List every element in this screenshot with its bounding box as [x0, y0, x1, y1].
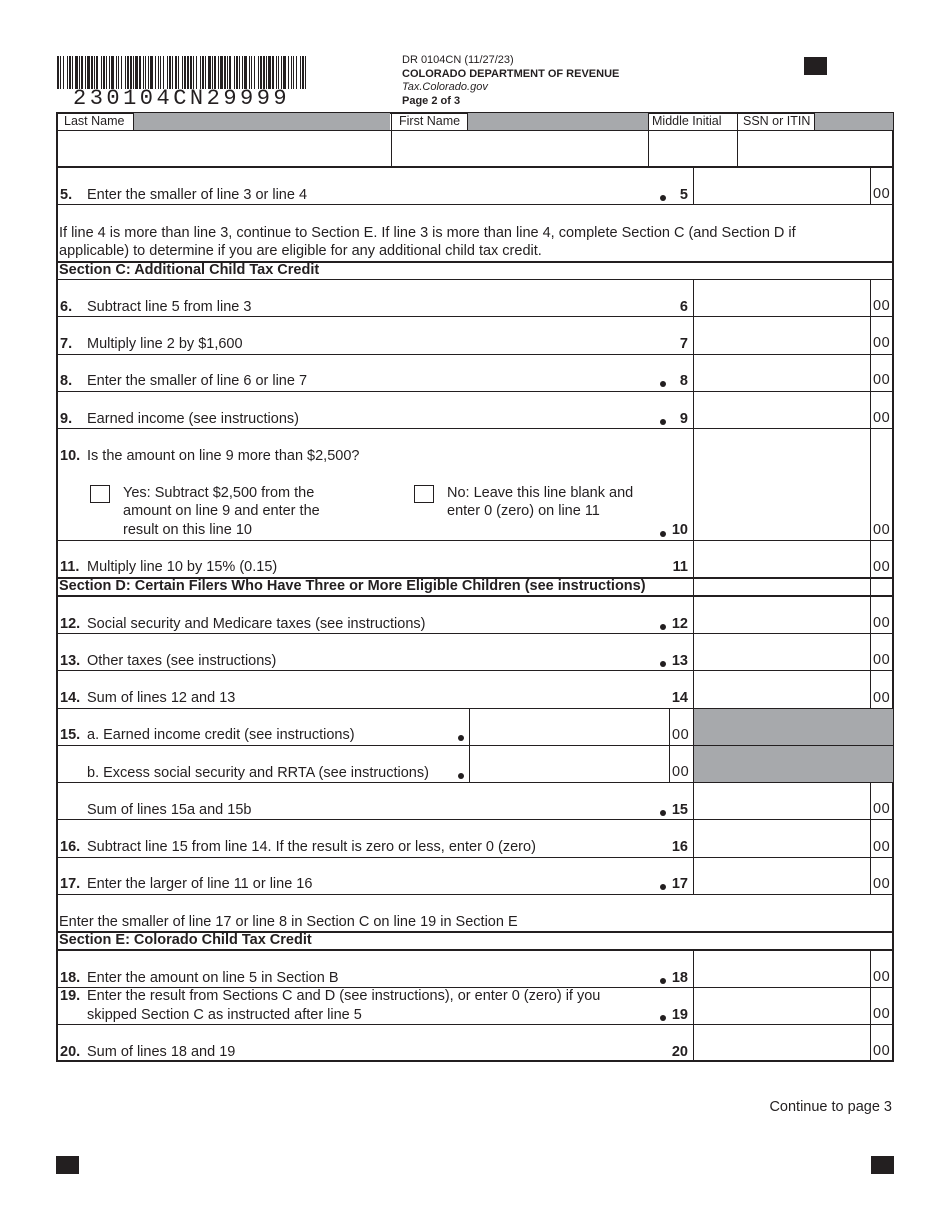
line-19-number: 19. — [60, 988, 81, 1004]
line-17-box-number: 17 — [671, 876, 688, 892]
line-12-cents: 00 — [873, 615, 891, 631]
line-18-cents: 00 — [873, 969, 891, 985]
line-9-cents: 00 — [873, 410, 891, 426]
line-6-box-number: 6 — [679, 299, 688, 315]
line-19-cents: 00 — [873, 1006, 891, 1022]
line-11-number: 11. — [60, 559, 80, 575]
divider — [57, 894, 893, 895]
divider — [648, 113, 649, 167]
line-12-amount-field[interactable] — [695, 597, 869, 633]
divider — [469, 709, 470, 783]
form-header — [402, 54, 619, 108]
line-19-box-number: 19 — [671, 1007, 688, 1023]
last-name-label: Last Name — [64, 114, 125, 128]
name-header-shade — [134, 113, 390, 130]
line-13-number: 13. — [60, 653, 81, 669]
line-5-box-number: 5 — [679, 187, 688, 203]
line-12-number: 12. — [60, 616, 81, 632]
section-b-note-2: applicable) to determine if you are eligible for any additional child tax credit. — [59, 243, 542, 259]
registration-mark-bottom-left — [56, 1156, 79, 1174]
line-10-yes-text-1: Yes: Subtract $2,500 from the — [123, 485, 315, 501]
line-10-cents: 00 — [873, 522, 891, 538]
line-11-cents: 00 — [873, 559, 891, 575]
line-13-label: Other taxes (see instructions) — [87, 653, 277, 669]
line-20-amount-field[interactable] — [695, 1025, 869, 1061]
section-e-heading: Section E: Colorado Child Tax Credit — [59, 932, 312, 948]
ssn-field[interactable] — [739, 131, 893, 166]
line-15-cents: 00 — [873, 801, 891, 817]
name-header-shade — [468, 113, 648, 130]
line-9-box-number: 9 — [679, 411, 688, 427]
line-10-no-checkbox[interactable] — [414, 485, 434, 503]
line-15-amount-field[interactable] — [695, 783, 869, 819]
line-10-yes-text-3: result on this line 10 — [123, 522, 252, 538]
line-14-label: Sum of lines 12 and 13 — [87, 690, 236, 706]
line-20-label: Sum of lines 18 and 19 — [87, 1044, 236, 1060]
line-10-yes-text-2: amount on line 9 and enter the — [123, 503, 320, 519]
line-16-box-number: 16 — [671, 839, 688, 855]
registration-mark-top — [804, 57, 827, 75]
divider — [693, 280, 694, 597]
line-11-amount-field[interactable] — [695, 541, 869, 577]
divider — [870, 951, 871, 1062]
divider — [669, 709, 670, 783]
registration-mark-bottom-right — [871, 1156, 894, 1174]
line-11-label: Multiply line 10 by 15% (0.15) — [87, 559, 278, 575]
line-7-cents: 00 — [873, 335, 891, 351]
line-12-label: Social security and Medicare taxes (see instructions) — [87, 616, 426, 632]
line-17-number: 17. — [60, 876, 81, 892]
line-14-number: 14. — [60, 690, 81, 706]
line-6-number: 6. — [60, 299, 73, 315]
line-16-cents: 00 — [873, 839, 891, 855]
barcode-number: 230104CN29999 — [73, 86, 291, 111]
line-8-label: Enter the smaller of line 6 or line 7 — [87, 373, 308, 389]
line-16-amount-field[interactable] — [695, 820, 869, 856]
line-13-cents: 00 — [873, 652, 891, 668]
name-header-shade — [815, 113, 893, 130]
line-8-box-number: 8 — [679, 373, 688, 389]
first-name-label: First Name — [399, 114, 461, 128]
divider — [870, 783, 871, 895]
line-18-amount-field[interactable] — [695, 951, 869, 987]
line-15-number: 15. — [60, 727, 81, 743]
line-10-no-text-2: enter 0 (zero) on line 11 — [447, 503, 600, 519]
line-12-box-number: 12 — [671, 616, 688, 632]
line-17-label: Enter the larger of line 11 or line 16 — [87, 876, 313, 892]
website: Tax.Colorado.gov — [402, 81, 488, 93]
line-18-label: Enter the amount on line 5 in Section B — [87, 970, 339, 986]
line-10-yes-checkbox[interactable] — [90, 485, 110, 503]
line-7-amount-field[interactable] — [695, 317, 869, 353]
line-13-amount-field[interactable] — [695, 634, 869, 670]
divider — [693, 951, 694, 1062]
line-15b-label: b. Excess social security and RRTA (see instructions) — [87, 765, 429, 781]
line-6-cents: 00 — [873, 298, 891, 314]
line-11-box-number: 11 — [672, 559, 688, 575]
line-19-amount-field[interactable] — [695, 988, 869, 1024]
line-5-number: 5. — [60, 187, 73, 203]
line-9-amount-field[interactable] — [695, 392, 869, 428]
line-6-label: Subtract line 5 from line 3 — [87, 299, 252, 315]
line-15a-amount-field[interactable] — [471, 709, 668, 745]
divider — [870, 280, 871, 597]
line-5-cents: 00 — [873, 186, 891, 202]
line-16-label: Subtract line 15 from line 14. If the result is zero or less, enter 0 (zero) — [87, 839, 536, 855]
line-7-number: 7. — [60, 336, 73, 352]
form-id: DR 0104CN (11/27/23) — [402, 54, 514, 66]
line-17-cents: 00 — [873, 876, 891, 892]
line-17-amount-field[interactable] — [695, 858, 869, 894]
ssn-label: SSN or ITIN — [743, 114, 811, 128]
section-b-note: If line 4 is more than line 3, continue to Section E. If line 3 is more than line 4, complete Section C (and Section D if — [59, 225, 796, 241]
line-13-box-number: 13 — [671, 653, 688, 669]
line-10-number: 10. — [60, 448, 81, 464]
line-16-number: 16. — [60, 839, 81, 855]
line-10-no-text-1: No: Leave this line blank and — [447, 485, 634, 501]
line-10-amount-field[interactable] — [695, 429, 869, 540]
line-15a-cents: 00 — [672, 727, 690, 743]
divider — [693, 783, 694, 895]
line-18-number: 18. — [60, 970, 81, 986]
line-15b-cents: 00 — [672, 764, 690, 780]
section-d-heading: Section D: Certain Filers Who Have Three or More Eligible Children (see instructions) — [59, 578, 646, 594]
barcode — [57, 56, 309, 89]
divider — [693, 167, 694, 205]
first-name-field[interactable] — [393, 131, 647, 166]
line-6-amount-field[interactable] — [695, 280, 869, 316]
line-20-number: 20. — [60, 1044, 81, 1060]
line-15-label: Sum of lines 15a and 15b — [87, 802, 252, 818]
middle-initial-label: Middle Initial — [652, 114, 722, 128]
line-14-amount-field[interactable] — [695, 671, 869, 707]
line-15a-label: a. Earned income credit (see instructions) — [87, 727, 355, 743]
line-9-number: 9. — [60, 411, 73, 427]
continue-to-next-page: Continue to page 3 — [769, 1099, 892, 1115]
divider — [57, 204, 893, 205]
line-14-cents: 00 — [873, 690, 891, 706]
divider — [737, 113, 738, 167]
line-14-box-number: 14 — [671, 690, 688, 706]
line-5-label: Enter the smaller of line 3 or line 4 — [87, 187, 308, 203]
bullet-icon — [458, 735, 464, 741]
line-20-box-number: 20 — [671, 1044, 688, 1060]
line-19-label-2: skipped Section C as instructed after line 5 — [87, 1007, 362, 1023]
line-8-amount-field[interactable] — [695, 355, 869, 391]
line-7-label: Multiply line 2 by $1,600 — [87, 336, 243, 352]
line-10-label: Is the amount on line 9 more than $2,500? — [87, 448, 360, 464]
line-7-box-number: 7 — [679, 336, 688, 352]
page-number: Page 2 of 3 — [402, 94, 461, 107]
middle-initial-field[interactable] — [650, 131, 736, 166]
line-20-cents: 00 — [873, 1043, 891, 1059]
line-15-box-number: 15 — [671, 802, 688, 818]
bullet-icon — [458, 773, 464, 779]
last-name-field[interactable] — [58, 131, 390, 166]
divider — [870, 167, 871, 205]
line-10-box-number: 10 — [671, 522, 688, 538]
divider — [133, 113, 134, 130]
line-18-box-number: 18 — [671, 970, 688, 986]
divider — [870, 597, 871, 709]
line-8-number: 8. — [60, 373, 73, 389]
divider — [814, 113, 815, 130]
line-9-label: Earned income (see instructions) — [87, 411, 299, 427]
line-19-label: Enter the result from Sections C and D (see instructions), or enter 0 (zero) if you — [87, 988, 601, 1004]
divider — [467, 113, 468, 130]
divider — [693, 597, 694, 709]
department-name: COLORADO DEPARTMENT OF REVENUE — [402, 67, 620, 80]
section-d-note: Enter the smaller of line 17 or line 8 in Section C on line 19 in Section E — [59, 914, 518, 930]
divider — [391, 113, 392, 167]
section-c-heading: Section C: Additional Child Tax Credit — [59, 262, 320, 278]
line-15b-amount-field[interactable] — [471, 746, 668, 782]
line-5-amount-field[interactable] — [695, 168, 869, 204]
line-8-cents: 00 — [873, 372, 891, 388]
